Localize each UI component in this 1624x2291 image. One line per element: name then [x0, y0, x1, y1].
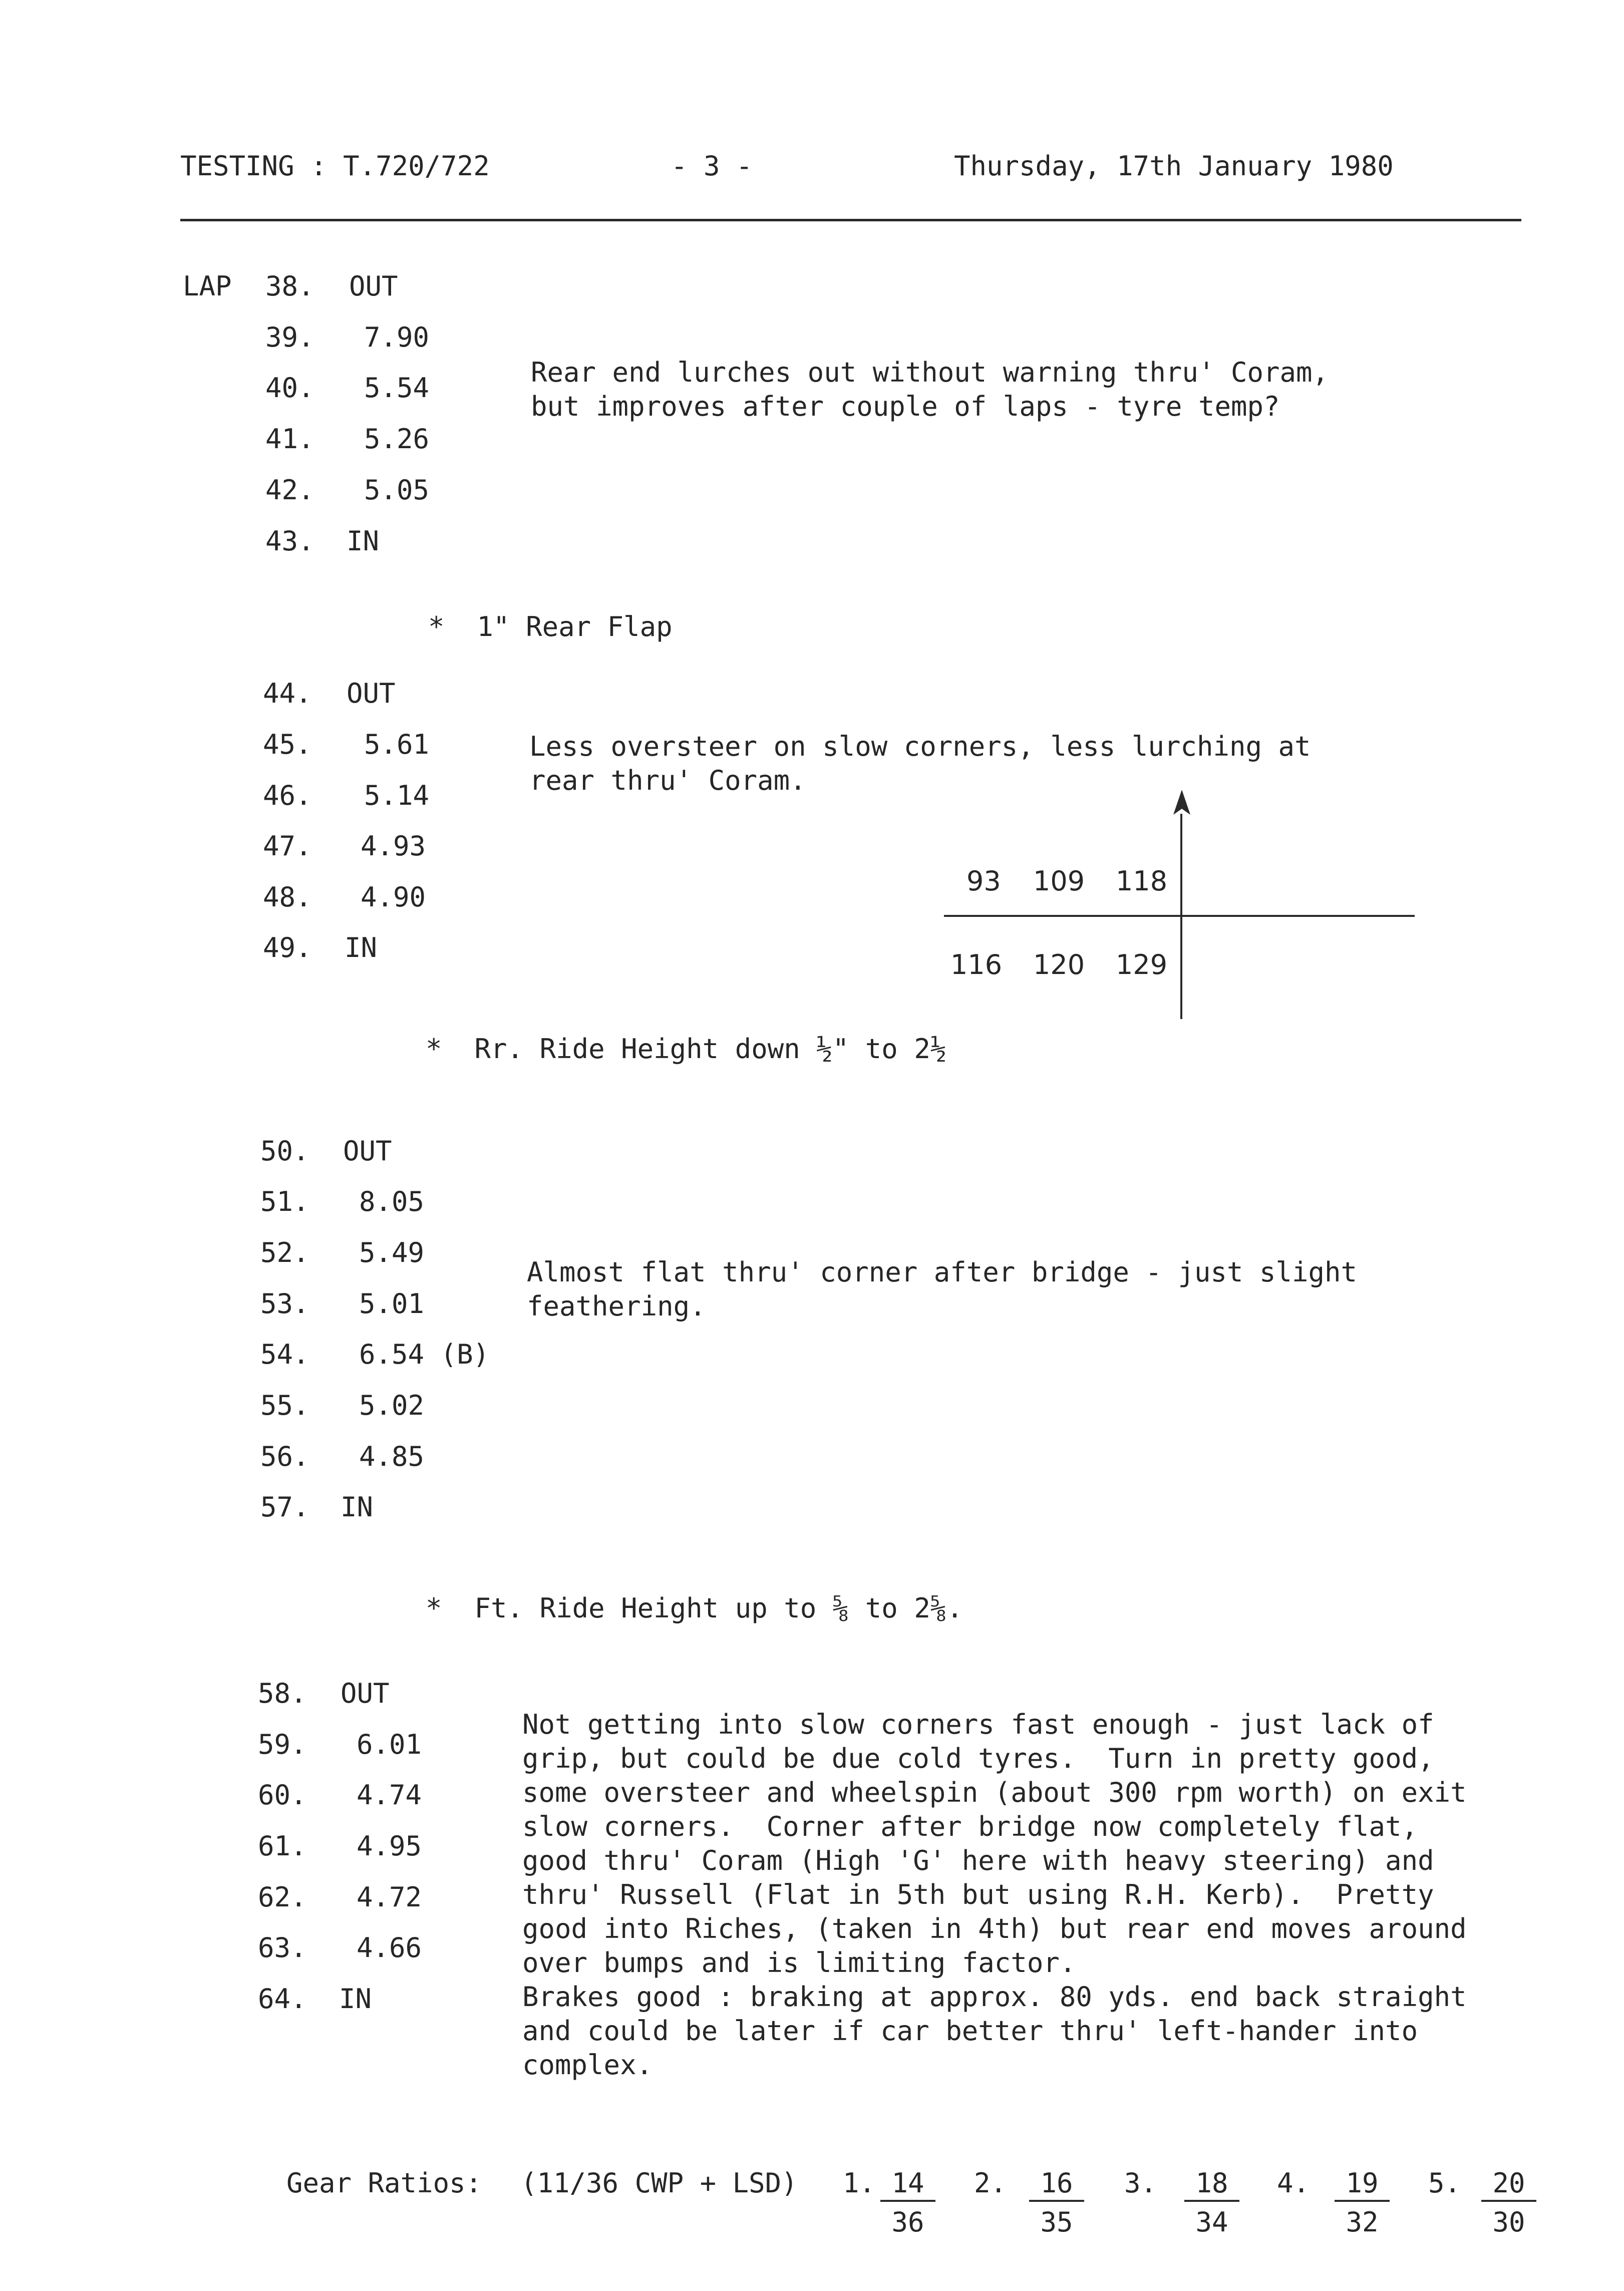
lap-time: 5.02 — [359, 1390, 425, 1421]
gear-ratio-numerator: 20 — [1481, 2170, 1536, 2202]
driver-comment: Almost flat thru' corner after bridge - just slight feathering. — [527, 1256, 1358, 1322]
lap-number: 59. — [258, 1729, 307, 1760]
gear-ratios-label: Gear Ratios: — [286, 2167, 482, 2199]
gear-ratio-numerator: 19 — [1335, 2170, 1390, 2202]
lap-time: 4.66 — [357, 1932, 422, 1963]
lap-time: 5.49 — [359, 1237, 425, 1268]
gear-ratio-denominator: 30 — [1492, 2206, 1525, 2238]
lap-number: 39. — [265, 321, 314, 353]
gear-ratio-numerator: 16 — [1029, 2170, 1084, 2202]
lap-number: 53. — [260, 1288, 309, 1320]
driver-comment: Less oversteer on slow corners, less lurching at rear thru' Coram. — [529, 731, 1311, 796]
driver-comment: Not getting into slow corners fast enough - just lack of grip, but could be due cold tyres. Turn in pretty good, some oversteer and wheelspin (about 300 rpm worth) on exit slow corners. Corner after bridge now completely flat, good thru' Coram (High 'G' here with heavy steering) and thru' Russell (Flat in 5th but using R.H. Kerb). Pretty good into Riches, (taken in 4th) but rear end moves around over bumps and is limiting factor. Brakes good : braking at approx. 80 yds. end back straight and could be later if car better thru' left-hander into complex. — [522, 1709, 1467, 2081]
lap-time: 4.90 — [361, 881, 426, 913]
lap-time: 5.61 — [364, 729, 430, 760]
lap-number: 62. — [258, 1881, 307, 1913]
lap-time: OUT — [341, 1678, 390, 1709]
lap-number: 64. — [258, 1983, 307, 2015]
lap-time: 7.90 — [364, 321, 430, 353]
lap-time: 8.05 — [359, 1186, 425, 1217]
lap-time: 4.93 — [361, 830, 426, 862]
arrow-up-icon — [1169, 789, 1194, 819]
gear-label: 5. — [1428, 2167, 1461, 2199]
lap-time: OUT — [347, 678, 396, 709]
lap-number: 45. — [263, 729, 312, 760]
lap-time: 5.05 — [364, 474, 430, 506]
lap-time: IN — [345, 932, 378, 963]
lap-number: 58. — [258, 1678, 307, 1709]
lap-time: IN — [341, 1491, 374, 1523]
lap-number: 41. — [265, 423, 314, 455]
lap-number: 47. — [263, 830, 312, 862]
lap-number: 56. — [260, 1441, 309, 1472]
lap-number: 63. — [258, 1932, 307, 1963]
gear-ratio-numerator: 18 — [1184, 2170, 1239, 2202]
lap-number: 50. — [260, 1135, 309, 1167]
lap-number: 52. — [260, 1237, 309, 1268]
tyre-temp-top-1: 93 — [966, 865, 1001, 897]
diagram-horizontal-axis — [944, 915, 1415, 917]
lap-time: 4.95 — [357, 1830, 422, 1862]
gear-ratio — [1029, 2167, 1084, 2238]
lap-time: 6.54 (B) — [359, 1339, 490, 1370]
tyre-temp-bottom-3: 129 — [1116, 949, 1168, 980]
driver-comment: Rear end lurches out without warning thru' Coram, but improves after couple of laps - tyre temp? — [531, 357, 1329, 422]
lap-time: 5.54 — [364, 372, 430, 404]
lap-time: IN — [339, 1983, 372, 2015]
lap-number: 60. — [258, 1779, 307, 1811]
lap-number: 49. — [263, 932, 312, 963]
lap-number: 46. — [263, 780, 312, 811]
lap-number: 44. — [263, 678, 312, 709]
gear-ratio-denominator: 35 — [1040, 2206, 1073, 2238]
lap-time: OUT — [349, 270, 398, 302]
lap-time: 4.85 — [359, 1441, 425, 1472]
lap-number: 51. — [260, 1186, 309, 1217]
diagram-vertical-axis — [1180, 814, 1182, 1019]
header-date: Thursday, 17th January 1980 — [954, 150, 1394, 182]
gear-label: 2. — [974, 2167, 1007, 2199]
setup-change: * Ft. Ride Height up to ⅝ to 2⅝. — [426, 1592, 963, 1624]
lap-number: 48. — [263, 881, 312, 913]
lap-time: 4.72 — [357, 1881, 422, 1913]
tyre-temp-bottom-1: 116 — [950, 949, 1003, 980]
gear-label: 4. — [1277, 2167, 1310, 2199]
gear-ratio-numerator: 14 — [880, 2170, 935, 2202]
gear-ratio — [1335, 2167, 1390, 2238]
lap-number: 55. — [260, 1390, 309, 1421]
lap-time: 6.01 — [357, 1729, 422, 1760]
gear-ratio-denominator: 32 — [1346, 2206, 1379, 2238]
page-number: - 3 - — [671, 150, 753, 182]
tyre-temp-bottom-2: 120 — [1033, 949, 1085, 980]
gear-ratio — [1184, 2167, 1239, 2238]
lap-number: 38. — [265, 270, 314, 302]
lap-number: 42. — [265, 474, 314, 506]
setup-change: * 1" Rear Flap — [428, 611, 673, 642]
lap-time: 4.74 — [357, 1779, 422, 1811]
gear-ratio-denominator: 36 — [891, 2206, 924, 2238]
lap-number: 43. — [265, 525, 314, 557]
lap-time: OUT — [343, 1135, 392, 1167]
tyre-temp-top-2: 109 — [1033, 865, 1085, 897]
tyre-temp-top-3: 118 — [1116, 865, 1168, 897]
gear-label: 1. — [843, 2167, 876, 2199]
gear-ratio — [1481, 2167, 1536, 2238]
lap-number: 57. — [260, 1491, 309, 1523]
lap-time: IN — [347, 525, 380, 557]
lap-time: 5.26 — [364, 423, 430, 455]
gear-label: 3. — [1124, 2167, 1157, 2199]
gear-ratio — [880, 2167, 935, 2238]
lap-label: LAP — [183, 270, 232, 302]
setup-change: * Rr. Ride Height down ½" to 2½ — [426, 1033, 947, 1065]
lap-number: 40. — [265, 372, 314, 404]
lap-number: 61. — [258, 1830, 307, 1862]
lap-time: 5.14 — [364, 780, 430, 811]
lap-number: 54. — [260, 1339, 309, 1370]
header-rule — [180, 219, 1521, 221]
lap-time: 5.01 — [359, 1288, 425, 1320]
header-title: TESTING : T.720/722 — [180, 150, 490, 182]
gear-ratios-spec: (11/36 CWP + LSD) — [521, 2167, 798, 2199]
gear-ratio-denominator: 34 — [1195, 2206, 1228, 2238]
